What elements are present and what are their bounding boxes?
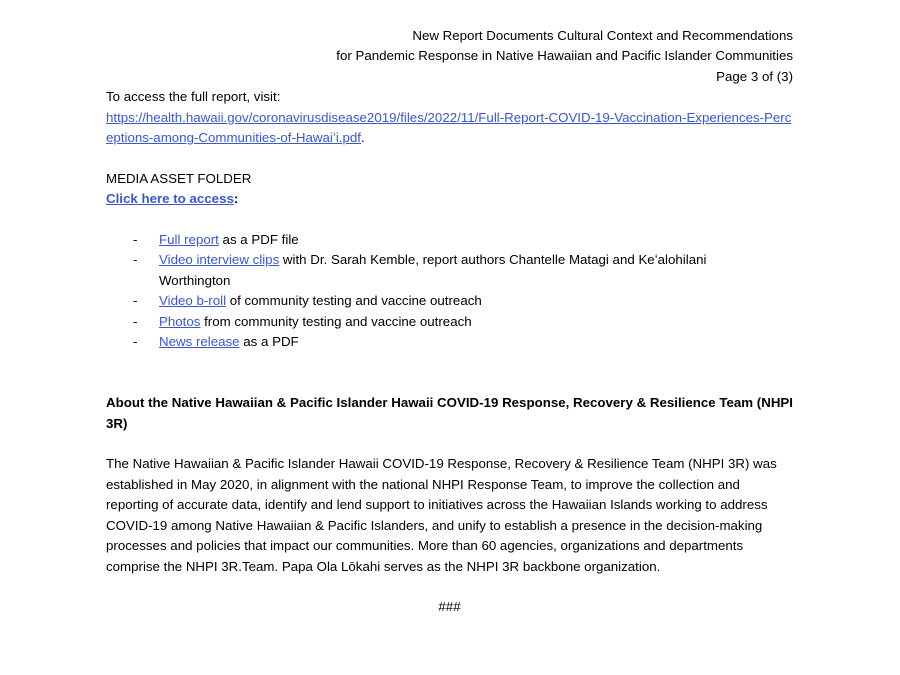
list-item-text: of community testing and vaccine outreach: [226, 293, 482, 309]
about-section-heading: About the Native Hawaiian & Pacific Islander Hawaii COVID-19 Response, Recovery & Resilience Team (NHPI 3R): [106, 395, 793, 431]
about-section-body: The Native Hawaiian & Pacific Islander Hawaii COVID-19 Response, Recovery & Resilience Team (NHPI 3R) was established in May 2020, in alignment with the national NHPI Response Team, to improve the collection and reporting of accurate data, identify and lend support to initiatives across the Hawaiian Islands working to address COVID-19 among Native Hawaiian & Pacific Islanders, and unify to establish a presence in the decision-making processes and policies that impact our communities. More than 60 agencies, organizations and departments comprise the NHPI 3R.Team. Papa Ola Lōkahi serves as the NHPI 3R backbone organization.: [106, 456, 777, 574]
header-title-line2: for Pandemic Response in Native Hawaiian and Pacific Islander Communities: [336, 48, 793, 64]
list-item-full-report: [106, 230, 763, 250]
video-b-roll-link[interactable]: Video b-roll: [159, 293, 227, 309]
list-item-video-interview-clips: [106, 250, 763, 291]
list-bullet: -: [133, 293, 138, 309]
document-header: [106, 26, 793, 87]
list-item-text: as a PDF file: [218, 232, 299, 248]
press-release-end-mark: ###: [438, 599, 461, 615]
media-access-colon: :: [233, 191, 239, 207]
media-asset-list: [106, 230, 793, 352]
click-here-to-access-link[interactable]: Click here to access: [106, 191, 234, 207]
list-item-news-release: [106, 332, 763, 352]
media-access-paragraph: [106, 189, 793, 209]
media-asset-folder-title: MEDIA ASSET FOLDER: [106, 170, 252, 186]
list-item-video-b-roll: [106, 291, 763, 311]
url-suffix-period: .: [360, 130, 365, 146]
news-release-link[interactable]: News release: [159, 334, 240, 350]
full-report-url-link[interactable]: https://health.hawaii.gov/coronavirusdisease2019/files/2022/11/Full-Report-COVID-19-Vaccination-Experiences-Perceptions-among-Communities-of-Hawaiʻi.pdf: [106, 109, 792, 146]
list-item-text: from community testing and vaccine outreach: [200, 313, 472, 329]
video-interview-clips-link[interactable]: Video interview clips: [159, 252, 280, 268]
list-bullet: -: [133, 334, 138, 350]
list-bullet: -: [133, 313, 138, 329]
list-item-text: with Dr. Sarah Kemble, report authors Chantelle Matagi and Keʻalohilani Worthington: [159, 252, 707, 288]
page-number: Page 3 of (3): [716, 68, 793, 84]
list-bullet: -: [133, 232, 138, 248]
list-item-text: as a PDF: [239, 334, 299, 350]
report-access-intro: To access the full report, visit:: [106, 89, 281, 105]
full-report-link[interactable]: Full report: [159, 232, 219, 248]
report-url-paragraph: [106, 108, 793, 149]
list-item-photos: [106, 312, 763, 332]
list-bullet: -: [133, 252, 138, 268]
header-title-line1: New Report Documents Cultural Context and Recommendations: [412, 28, 793, 43]
photos-link[interactable]: Photos: [159, 313, 201, 329]
